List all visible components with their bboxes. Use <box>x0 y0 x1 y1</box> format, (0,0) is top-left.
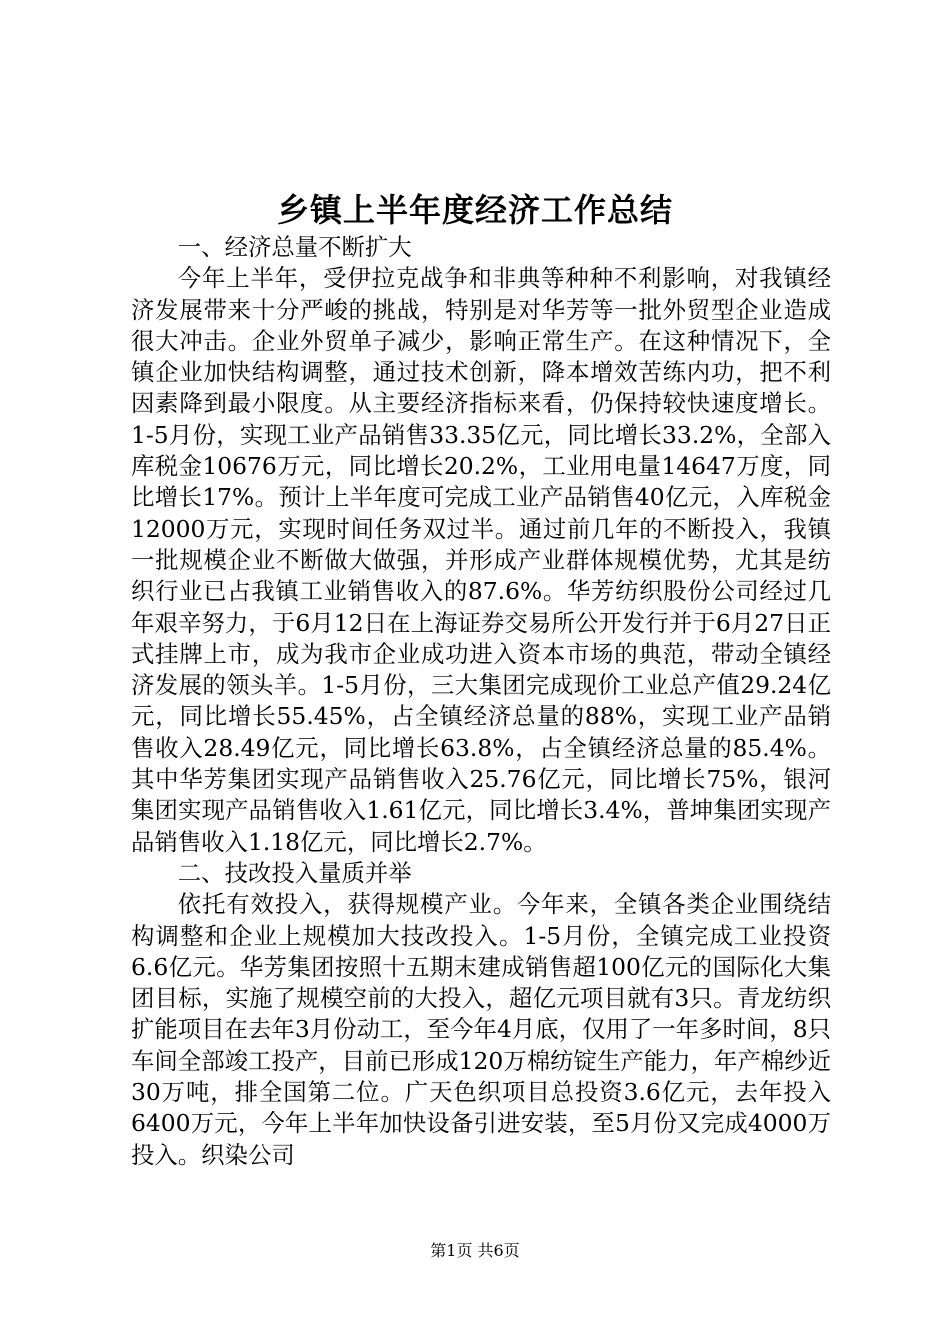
section-heading-1: 一、经济总量不断扩大 <box>177 233 412 261</box>
page-number-footer: 第1页 共6页 <box>430 1241 520 1260</box>
paragraph-1: 今年上半年，受伊拉克战争和非典等种种不利影响，对我镇经济发展带来十分严峻的挑战，特别是对华芳等一批外贸型企业造成很大冲击。企业外贸单子减少，影响正常生产。在这种情况下，全镇企业加快结构调整，通过技术创新，降本增效苦练内功，把不利因素降到最小限度。从主要经济指标来看，仍保持较快速度增长。1-5月份，实现工业产品销售33.35亿元，同比增长33.2%，全部入库税金10676万元，同比增长20.2%，工业用电量14647万度，同比增长17%。预计上半年度可完成工业产品销售40亿元，入库税金12000万元，实现时间任务双过半。通过前几年的不断投入，我镇一批规模企业不断做大做强，并形成产业群体规模优势，尤其是纺织行业已占我镇工业销售收入的87.6%。华芳纺织股份公司经过几年艰辛努力，于6月12日在上海证券交易所公开发行并于6月27日正式挂牌上市，成为我市企业成功进入资本市场的典范，带动全镇经济发展的领头羊。1-5月份，三大集团完成现价工业总产值29.24亿元，同比增长55.45%，占全镇经济总量的88%，实现工业产品销售收入28.49亿元，同比增长63.8%，占全镇经济总量的85.4%。其中华芳集团实现产品销售收入25.76亿元，同比增长75%，银河集团实现产品销售收入1.61亿元，同比增长3.4%，普坤集团实现产品销售收入1.18亿元，同比增长2.7%。 <box>131 264 831 856</box>
document-body <box>131 232 831 1171</box>
section-heading-2: 二、技改投入量质并举 <box>177 858 412 887</box>
paragraph-2: 依托有效投入，获得规模产业。今年来，全镇各类企业围绕结构调整和企业上规模加大技改投入。1-5月份，全镇完成工业投资6.6亿元。华芳集团按照十五期末建成销售超100亿元的国际化大集团目标，实施了规模空前的大投入，超亿元项目就有3只。青龙纺织扩能项目在去年3月份动工，至今年4月底，仅用了一年多时间，8只车间全部竣工投产，目前已形成120万棉纺锭生产能力，年产棉纱近30万吨，排全国第二位。广天色织项目总投资3.6亿元，去年投入6400万元，今年上半年加快设备引进安装，至5月份又完成4000万投入。织染公司 <box>131 890 831 1169</box>
document-title: 乡镇上半年度经济工作总结 <box>276 191 673 229</box>
